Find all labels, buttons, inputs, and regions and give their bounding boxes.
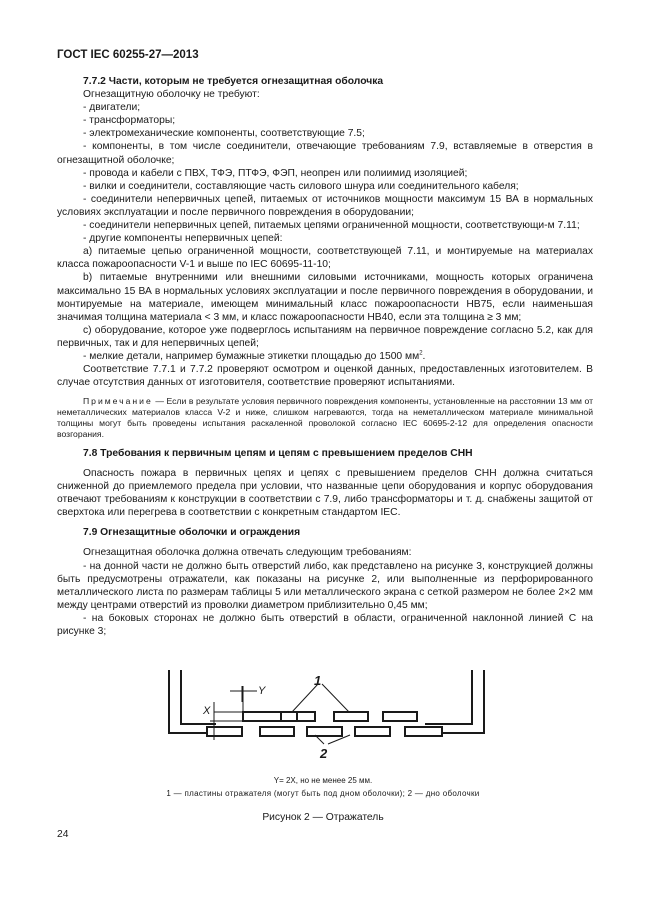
list-item: - компоненты, в том числе соединители, отвечающие требованиям 7.9, вставляемые в отверстия в огнезащитной оболочке; — [57, 141, 593, 166]
list-item: - на боковых сторонах не должно быть отверстий в области, ограниченной наклонной линией C на рисунке 3; — [57, 612, 593, 637]
list-item: - провода и кабели с ПВХ, ТФЭ, ПТФЭ, ФЭП, неопрен или полиимид изоляцией; — [83, 167, 468, 179]
enclosure-inner-left-wall — [181, 670, 216, 724]
label-2: 2 — [320, 746, 328, 761]
section-7-8-heading: 7.8 Требования к первичным цепям и цепям с превышением пределов СНН — [83, 447, 473, 459]
paragraph: Огнезащитная оболочка должна отвечать следующим требованиям: — [83, 547, 412, 559]
document-header: ГОСТ IEC 60255-27—2013 — [57, 49, 199, 61]
list-item: - электромеханические компоненты, соответствующие 7.5; — [83, 128, 365, 140]
figure-caption-legend: 1 — пластины отражателя (могут быть под дном оболочки); 2 — дно оболочки — [166, 789, 480, 798]
note-text: — Если в результате условия первичного повреждения компоненты, установленные на расстоянии 13 мм от неметаллических материалов класса V-2 и ниже, слишком нагреваются, тогда на неметаллическом материале минимальной толщины могут быть проведены испытания раскаленной проволокой согласно IEC 60695-2-12 для определения опасности возгорания. — [57, 396, 594, 439]
small-parts-end: . — [422, 350, 426, 362]
paragraph: Огнезащитную оболочку не требуют: — [83, 89, 260, 101]
deflector-figure — [150, 664, 490, 774]
section-7-8-text: Опасность пожара в первичных цепях и цепях с превышением пределов СНН должна считаться сниженной до приемлемого предела при условии, что названные цепи оборудования и корпус оборудования отвечают требованиям к конструкции в соответствии с 7.9, либо трансформаторы и т. д. снабжены защитой от сверхтока или перегрева в соответствии с конкретным стандартом IEC. — [57, 467, 593, 519]
figure-title: Рисунок 2 — Отражатель — [262, 812, 384, 823]
leader-line-1 — [292, 684, 318, 712]
list-item: - вилки и соединители, составляющие часть силового шнура или соединительного кабеля; — [83, 180, 519, 192]
deflector-plate-top — [383, 712, 417, 721]
list-item: - соединители непервичных цепей, питаемых цепями ограниченной мощности, соответствующи-м 7.11; — [83, 220, 580, 232]
list-item-small-parts — [57, 350, 593, 363]
deflector-plate-top — [334, 712, 368, 721]
enclosure-bottom-segment — [355, 727, 390, 736]
small-parts-text: - мелкие детали, например бумажные этикетки площадью до 1500 мм — [83, 350, 420, 362]
superscript: 2 — [419, 350, 423, 357]
list-item: c) оборудование, которое уже подверглось испытаниям на первичное повреждение согласно 5.2, как для первичных, так и для непервичных цепей; — [57, 324, 593, 349]
enclosure-bottom-segment — [207, 727, 242, 736]
enclosure-bottom-segment — [307, 727, 342, 736]
compliance-paragraph: Соответствие 7.7.1 и 7.7.2 проверяют осмотром и оценкой данных, предоставленных изготовителем. В случае отсутствия данных от изготовителя, соответствие проверяют испытаниями. — [57, 364, 593, 389]
list-item: - на донной части не должно быть отверстий либо, как представлено на рисунке 3, конструкцией должны быть предусмотрены отражатели, как показаны на рисунке 2, или выполненные из перфорированного металлического листа по размерам таблицы 5 или металлического экрана с сеткой размером не более 2×2 мм между центрами отверстий из проволки диаметром приблизительно 0,45 мм; — [57, 560, 593, 611]
page-number: 24 — [57, 829, 69, 840]
note-label: Примечание — [83, 396, 153, 407]
list-item: b) питаемые внутренними или внешними силовыми источниками, мощность которых ограничена максимально 15 ВА в нормальных условиях эксплуатации и после первичного повреждения в оборудовании, и монтируемые на материале, имеющем минимальный класс пожароопасности HB75, если наименьшая значимая толщина материала < 3 мм, и класс пожароопасности HB40, если эта толщина ≥ 3 мм; — [57, 272, 593, 323]
enclosure-bottom-segment — [405, 727, 442, 736]
section-7-9-heading: 7.9 Огнезащитные оболочки и ограждения — [83, 527, 301, 539]
section-7-7-2-heading: 7.7.2 Части, которым не требуется огнезащитная оболочка — [83, 76, 384, 87]
figure-caption-formula: Y= 2X, но не менее 25 мм. — [273, 776, 373, 785]
page-body — [57, 75, 593, 638]
enclosure-inner-right-wall — [425, 670, 472, 724]
label-1: 1 — [314, 673, 322, 688]
list-item: a) питаемые цепью ограниченной мощности, соответствующей 7.11, и монтируемые на материалах класса пожароопасности V-1 и выше по IEC 60695-11-10; — [57, 246, 593, 271]
list-item: - другие компоненты непервичных цепей: — [83, 233, 283, 245]
enclosure-bottom-segment — [260, 727, 294, 736]
list-item: - двигатели; — [83, 102, 141, 114]
label-y: Y — [258, 685, 266, 697]
deflector-plate-top — [243, 712, 297, 721]
label-x: X — [203, 705, 211, 717]
note — [57, 396, 593, 440]
leader-line-1 — [322, 684, 349, 712]
list-item: - соединители непервичных цепей, питаемых от источников мощности максимум 15 ВА в нормальных условиях эксплуатации и после первичного повреждения в оборудовании; — [57, 193, 593, 218]
list-item: - трансформаторы; — [83, 115, 176, 127]
